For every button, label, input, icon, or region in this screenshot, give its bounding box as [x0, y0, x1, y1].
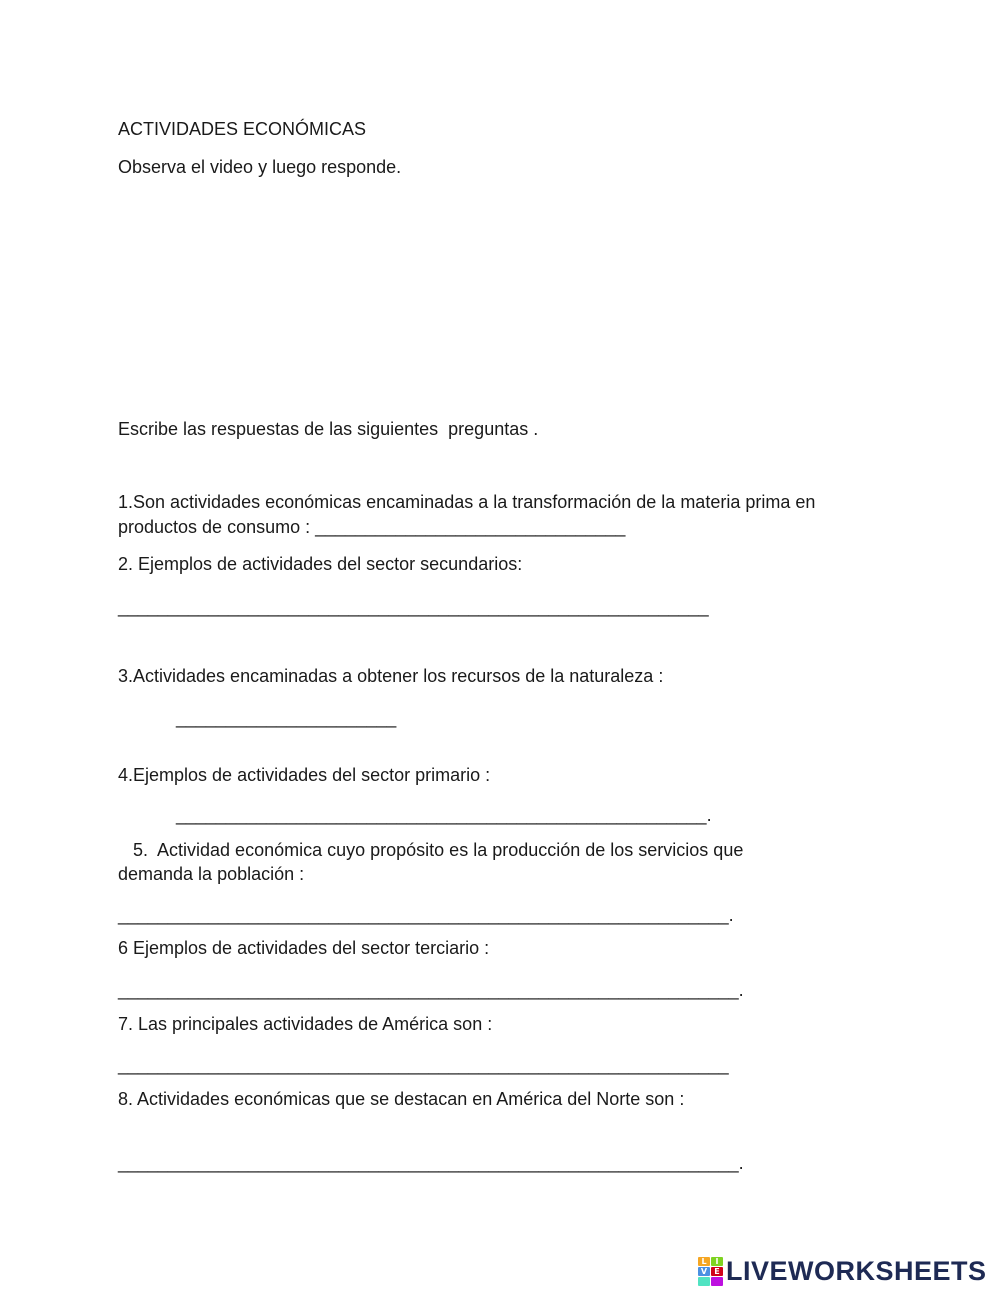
logo-text: LIVEWORKSHEETS [726, 1255, 987, 1286]
question-6: 6 Ejemplos de actividades del sector terciario : [118, 938, 490, 958]
logo-tile-i: I [711, 1257, 723, 1266]
answer-blank-5[interactable]: _____________________________________________________________. [118, 905, 734, 925]
question-5-line-2: demanda la población : [118, 864, 305, 884]
answer-blank-2[interactable]: ___________________________________________________________ [118, 597, 709, 617]
answer-blank-7[interactable]: _____________________________________________________________ [118, 1055, 729, 1075]
answer-blank-8[interactable]: ______________________________________________________________. [118, 1153, 744, 1173]
instruction-text: Observa el video y luego responde. [118, 157, 402, 177]
logo-tile-accent-1 [698, 1277, 710, 1286]
worksheet-title: ACTIVIDADES ECONÓMICAS [118, 119, 367, 139]
logo-tile-v: V [698, 1267, 710, 1276]
question-7: 7. Las principales actividades de América son : [118, 1014, 493, 1034]
question-3: 3.Actividades encaminadas a obtener los recursos de la naturaleza : [118, 666, 664, 686]
logo-tile-e: E [711, 1267, 723, 1276]
answer-blank-3[interactable]: ______________________ [176, 708, 397, 728]
question-1-line-1: 1.Son actividades económicas encaminadas a la transformación de la materia prima en [118, 492, 816, 512]
question-1-line-2: productos de consumo : _______________________________ [118, 517, 626, 537]
question-4: 4.Ejemplos de actividades del sector primario : [118, 765, 491, 785]
answer-blank-6[interactable]: ______________________________________________________________. [118, 980, 744, 1000]
logo-tile-l: L [698, 1257, 710, 1266]
answer-blank-4[interactable]: _____________________________________________________. [176, 805, 712, 825]
logo-tile-accent-2 [711, 1277, 723, 1286]
question-8: 8. Actividades económicas que se destacan en América del Norte son : [118, 1089, 685, 1109]
liveworksheets-logo [698, 1255, 987, 1287]
question-2: 2. Ejemplos de actividades del sector secundarios: [118, 554, 523, 574]
logo-mark-icon [698, 1257, 724, 1285]
answer-prompt: Escribe las respuestas de las siguientes preguntas . [118, 419, 539, 439]
question-5-line-1: 5. Actividad económica cuyo propósito es la producción de los servicios que [118, 840, 744, 860]
